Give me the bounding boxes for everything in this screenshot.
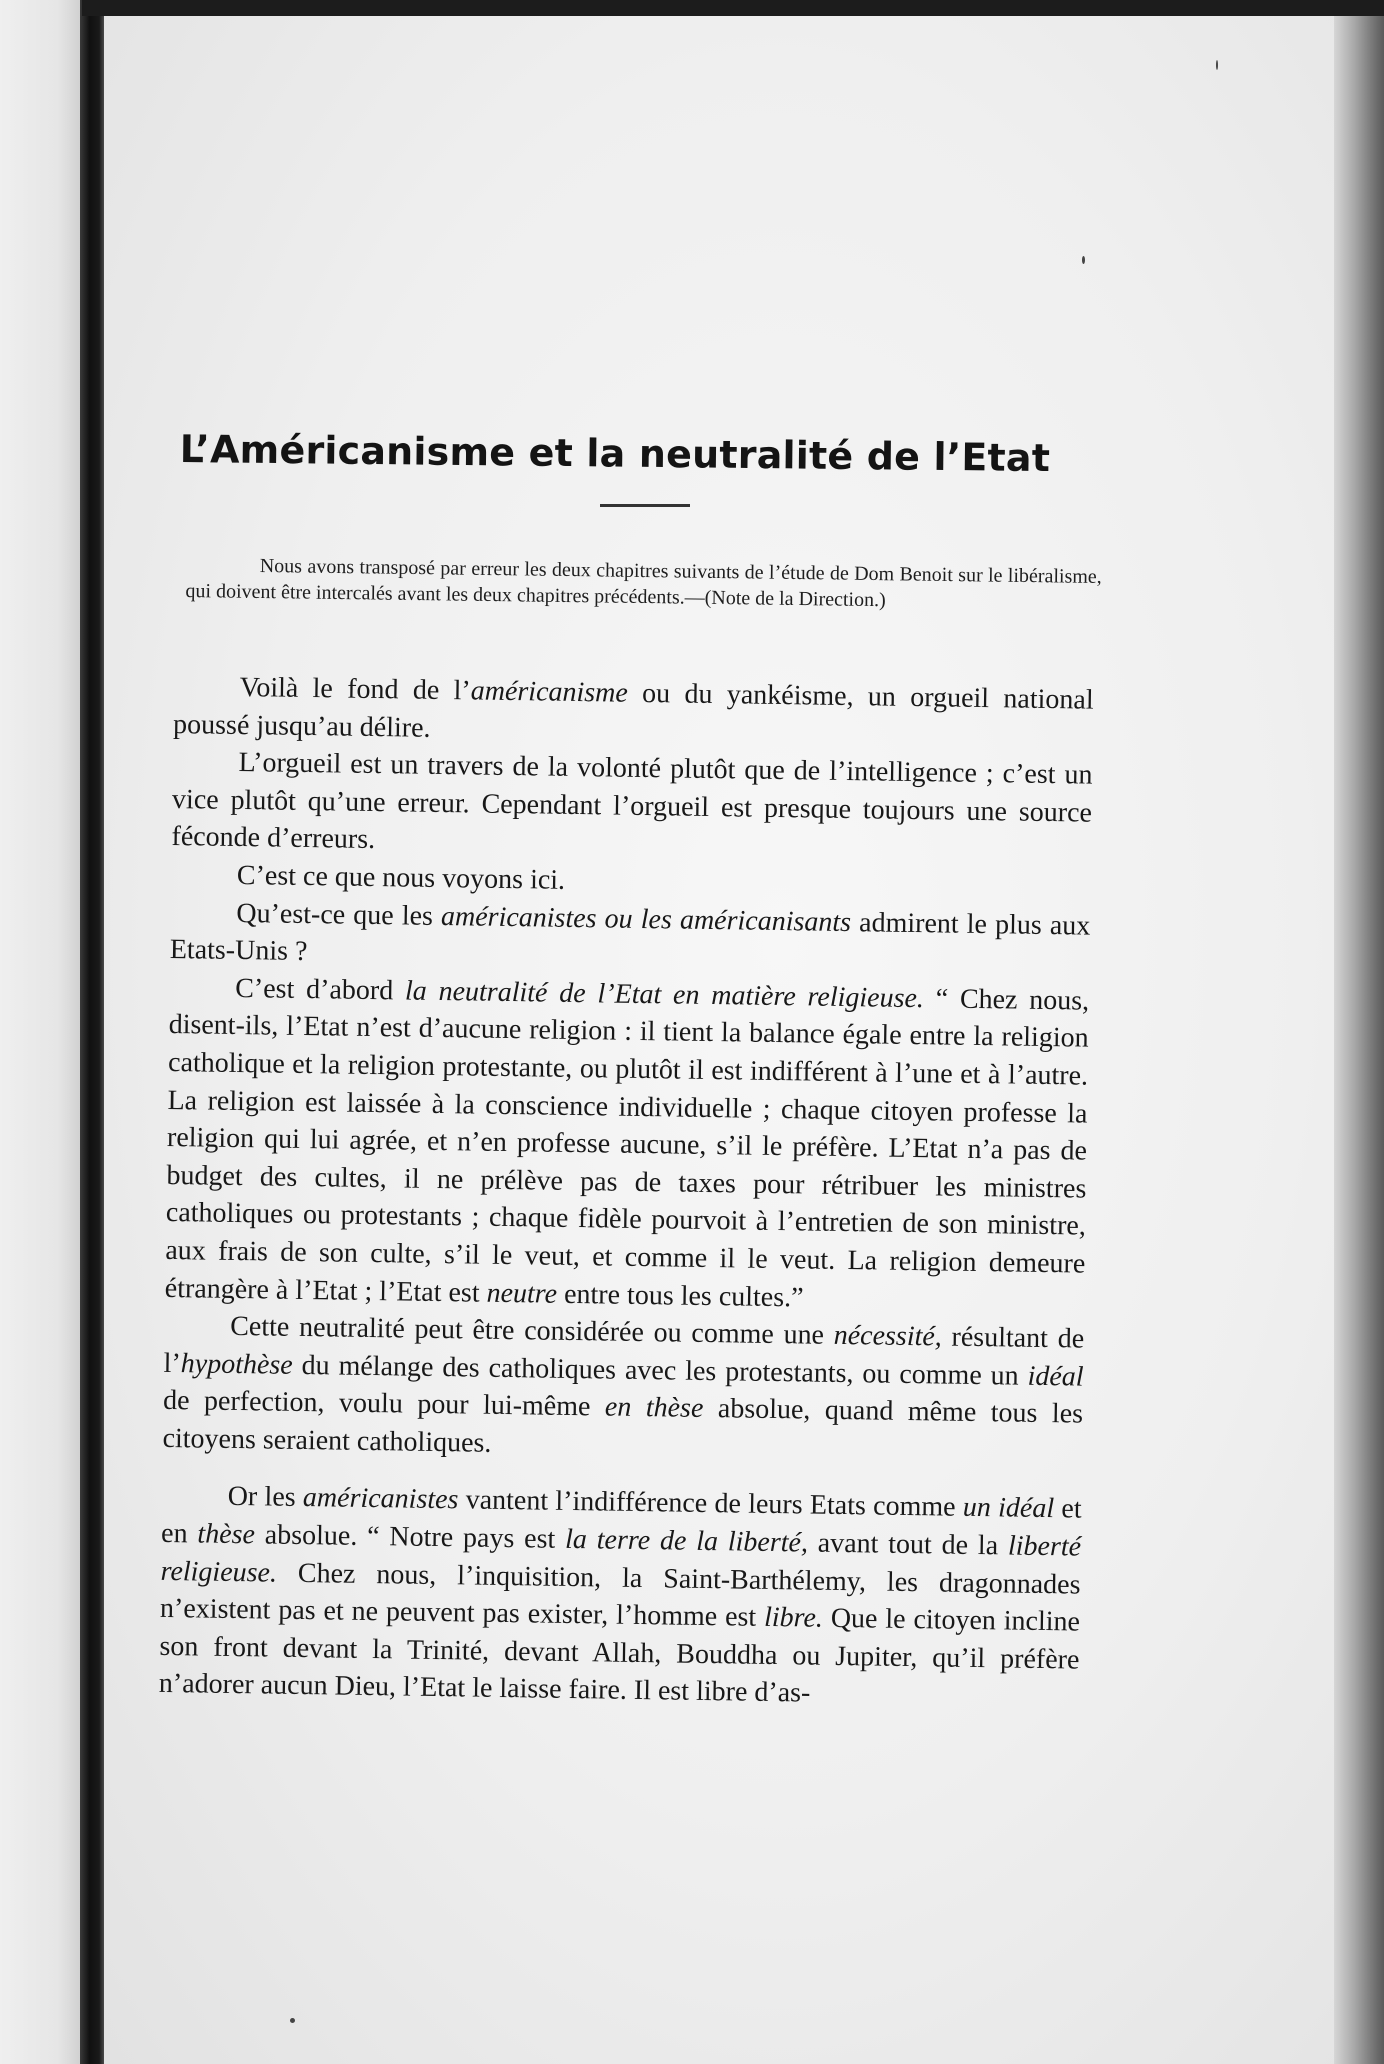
italic-text: américanisme: [470, 675, 629, 709]
text-run: C’est ce que nous voyons ici.: [236, 859, 566, 896]
book-spine: [80, 0, 104, 2064]
paragraph: [162, 1307, 1084, 1471]
page-edge-right: [1334, 16, 1384, 2064]
italic-text: américanistes ou les américanisants: [440, 900, 852, 938]
text-run: ou du yankéisme, un orgueil national poussé jusqu’au délire.: [172, 677, 1094, 744]
text-run: “ Chez nous, disent-ils, l’Etat n’est d’aucune religion : il tient la balance égale entre la religion catholique et la religion protestante, ou plutôt il est indifférent à l’une et à l’autre. La religion est laissée à la conscience individuelle ; chaque citoyen professe la religion qui lui agrée, et n’en professe aucune, s’il le préfère. L’Etat n’a pas de budget des cultes, il ne prélève pas de taxes pour rétribuer les ministres catholiques ou protestants ; chaque fidèle pourvoit à l’entretien de son ministre, aux frais de son culte, s’il le veut, et comme il le veut. La religion demeure étrangère à l’Etat ; l’Etat est: [164, 982, 1090, 1309]
italic-text: idéal: [1027, 1360, 1084, 1393]
paragraph: [159, 1477, 1082, 1716]
scan-speck: [1216, 60, 1218, 70]
italic-text: thèse: [197, 1518, 256, 1551]
italic-text: la neutralité de l’Etat en matière religieuse.: [404, 975, 925, 1014]
editorial-note: Nous avons transposé par erreur les deux chapitres suivants de l’étude de Dom Benoit sur le libéralisme, qui doivent être intercalés avant les deux chapitres précédents.—(Note de la Direction.): [185, 554, 1102, 612]
italic-text: en thèse: [604, 1391, 704, 1425]
italic-text: neutre: [486, 1277, 558, 1310]
italic-text: un idéal: [962, 1492, 1055, 1525]
text-run: vantent l’indifférence de leurs Etats comme: [458, 1484, 964, 1524]
facing-page-edge: [0, 0, 82, 2064]
italic-text: libre.: [763, 1602, 824, 1634]
scan-speck: [290, 2018, 295, 2023]
paragraph: [171, 743, 1093, 869]
text-run: avant tout de la: [807, 1527, 1009, 1562]
italic-text: hypothèse: [180, 1347, 293, 1381]
text-run: entre tous les cultes.”: [556, 1278, 804, 1313]
italic-text: liberté religieuse.: [160, 1530, 1082, 1589]
text-run: C’est d’abord: [235, 972, 406, 1007]
scan-border-top: [82, 0, 1384, 16]
body-text: [159, 668, 1094, 1717]
text-run: Chez nous, l’inquisition, la Saint-Barthélemy, les dragonnades n’existent pas et ne peuvent pas exister, l’homme est: [159, 1557, 1081, 1634]
paragraph: [173, 668, 1094, 757]
text-run: absolue, quand même tous les citoyens seraient catholiques.: [162, 1393, 1084, 1459]
text-run: L’orgueil est un travers de la volonté plutôt que de l’intelligence ; c’est un vice plutôt qu’une erreur. Cependant l’orgueil est presque toujours une source féconde d’erreurs.: [171, 747, 1093, 856]
title-rule: [600, 504, 690, 507]
text-run: Or les: [227, 1481, 304, 1514]
text-run: admirent le plus aux Etats-Unis ?: [169, 906, 1091, 968]
italic-text: la terre de la liberté,: [564, 1523, 809, 1559]
text-run: Voilà le fond de l’: [239, 671, 471, 707]
text-run: et en: [160, 1493, 1082, 1550]
text-run: de perfection, voulu pour lui-même: [162, 1385, 606, 1423]
text-run: Qu’est-ce que les: [236, 897, 442, 932]
text-run: absolue. “ Notre pays est: [254, 1519, 566, 1555]
italic-text: américanistes: [302, 1482, 459, 1516]
paragraph: [170, 894, 1091, 983]
text-run: du mélange des catholiques avec les protestants, ou comme un: [292, 1349, 1028, 1392]
text-run: Que le citoyen incline son front devant la Trinité, devant Allah, Bouddha ou Jupiter, qu’il préfère n’adorer aucun Dieu, l’Etat le laisse faire. Il est libre d’as-: [158, 1602, 1081, 1709]
scan-speck: [1082, 256, 1085, 264]
italic-text: nécessité,: [833, 1319, 943, 1353]
chapter-title: L’Américanisme et la neutralité de l’Etat: [179, 427, 1051, 481]
paragraph: [165, 969, 1090, 1321]
text-run: Cette neutralité peut être considérée ou comme une: [230, 1311, 834, 1351]
text-run: résultant de l’: [163, 1321, 1085, 1379]
